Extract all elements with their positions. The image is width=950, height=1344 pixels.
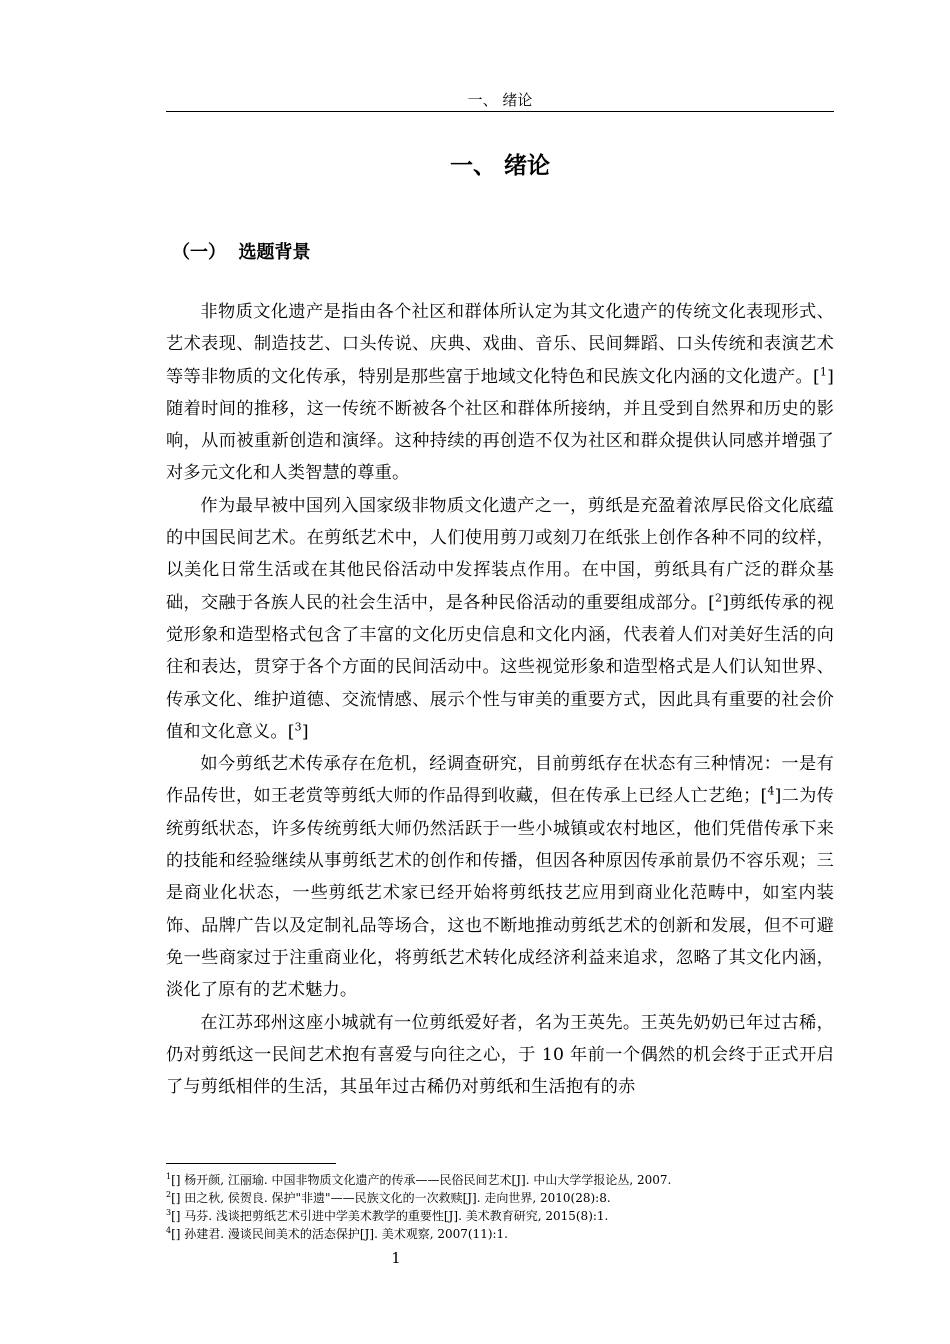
- paragraph-text: 如今剪纸艺术传承存在危机，经调查研究，目前剪纸存在状态有三种情况：一是有作品传世，如王老赏等剪纸大师的作品得到收藏，但在传承上已经人亡艺绝；[: [166, 754, 834, 807]
- citation-mark: 4: [767, 784, 775, 798]
- citation-mark: 3: [294, 720, 302, 734]
- footnote-text: [] 田之秋, 侯贺良. 保护"非遗"——民族文化的一次救赎[J]. 走向世界, 2010(28):8.: [171, 1191, 611, 1205]
- footnotes: [166, 1171, 834, 1243]
- footnote: [166, 1189, 834, 1207]
- paragraph-text: ]: [301, 721, 309, 742]
- citation-mark: 1: [819, 364, 828, 378]
- paragraph: [166, 490, 834, 748]
- section-title: （一） 选题背景: [172, 242, 311, 263]
- footnote: [166, 1171, 834, 1189]
- paragraph-text: ]剪纸传承的视觉形象和造型格式包含了丰富的文化历史信息和文化内涵，代表着人们对美好生活的向往和表达，贯穿于各个方面的民间活动中。这些视觉形象和造型格式是人们认知世界、传承文化、维护道德、交流情感、展示个性与审美的重要方式，因此具有重要的社会价值和文化意义。[: [166, 592, 835, 742]
- footnote: [166, 1225, 834, 1243]
- chapter-title: 一、 绪论: [449, 153, 550, 179]
- footnote-mark: 2: [166, 1190, 172, 1199]
- paragraph-text: 在江苏邳州这座小城就有一位剪纸爱好者，名为王英先。王英先奶奶已年过古稀，仍对剪纸这一民间艺术抱有喜爱与向往之心，于 10 年前一个偶然的机会终于正式开启了与剪纸相伴的生活，其虽年过古稀仍对剪纸和生活抱有的赤: [166, 1012, 834, 1098]
- footnote-mark: 4: [166, 1226, 172, 1235]
- paragraph-text: 作为最早被中国列入国家级非物质文化遗产之一，剪纸是充盈着浓厚民俗文化底蕴的中国民间艺术。在剪纸艺术中，人们使用剪刀或刻刀在纸张上创作各种不同的纹样，以美化日常生活或在其他民俗活动中发挥装点作用。在中国，剪纸具有广泛的群众基础，交融于各族人民的社会生活中，是各种民俗活动的重要组成部分。[: [166, 495, 834, 613]
- footnote-mark: 3: [166, 1208, 172, 1217]
- paragraph-text: ]二为传统剪纸状态，许多传统剪纸大师仍然活跃于一些小城镇或农村地区，他们凭借传承下来的技能和经验继续从事剪纸艺术的创作和传播，但因各种原因传承前景仍不容乐观；三是商业化状态，一些剪纸艺术家已经开始将剪纸技艺应用到商业化范畴中，如室内装饰、品牌广告以及定制礼品等场合，这也不断地推动剪纸艺术的创新和发展，但不可避免一些商家过于注重商业化，将剪纸艺术转化成经济利益来追求，忽略了其文化内涵，淡化了原有的艺术魅力。: [166, 786, 834, 1001]
- paragraph: [166, 296, 834, 490]
- footnote-text: [] 杨开颜, 江丽瑜. 中国非物质文化遗产的传承——民俗民间艺术[J]. 中山大学学报论丛, 2007.: [171, 1173, 672, 1187]
- body-text: [166, 296, 834, 1103]
- citation-mark: 2: [714, 590, 723, 604]
- paragraph: [166, 748, 834, 1006]
- footnote: [166, 1207, 834, 1225]
- paragraph-text: 非物质文化遗产是指由各个社区和群体所认定为其文化遗产的传统文化表现形式、艺术表现、制造技艺、口头传说、庆典、戏曲、音乐、民间舞蹈、口头传统和表演艺术等等非物质的文化传承，特别是那些富于地域文化特色和民族文化内涵的文化遗产。[: [166, 302, 834, 387]
- footnote-text: [] 马芬. 浅谈把剪纸艺术引进中学美术教学的重要性[J]. 美术教育研究, 2015(8):1.: [171, 1209, 609, 1223]
- running-header: 一、 绪论: [467, 91, 533, 109]
- paragraph-text: ]随着时间的推移，这一传统不断被各个社区和群体所接纳，并且受到自然界和历史的影响，从而被重新创造和演绎。这种持续的再创造不仅为社区和群众提供认同感并增强了对多元文化和人类智慧的尊重。: [166, 366, 834, 484]
- footnote-rule: [166, 1163, 336, 1164]
- header-rule: [166, 111, 834, 112]
- footnote-mark: 1: [166, 1172, 172, 1181]
- footnote-text: [] 孙建君. 漫谈民间美术的活态保护[J]. 美术观察, 2007(11):1.: [171, 1227, 508, 1241]
- paragraph: [166, 1007, 834, 1104]
- page-number: 1: [391, 1249, 401, 1267]
